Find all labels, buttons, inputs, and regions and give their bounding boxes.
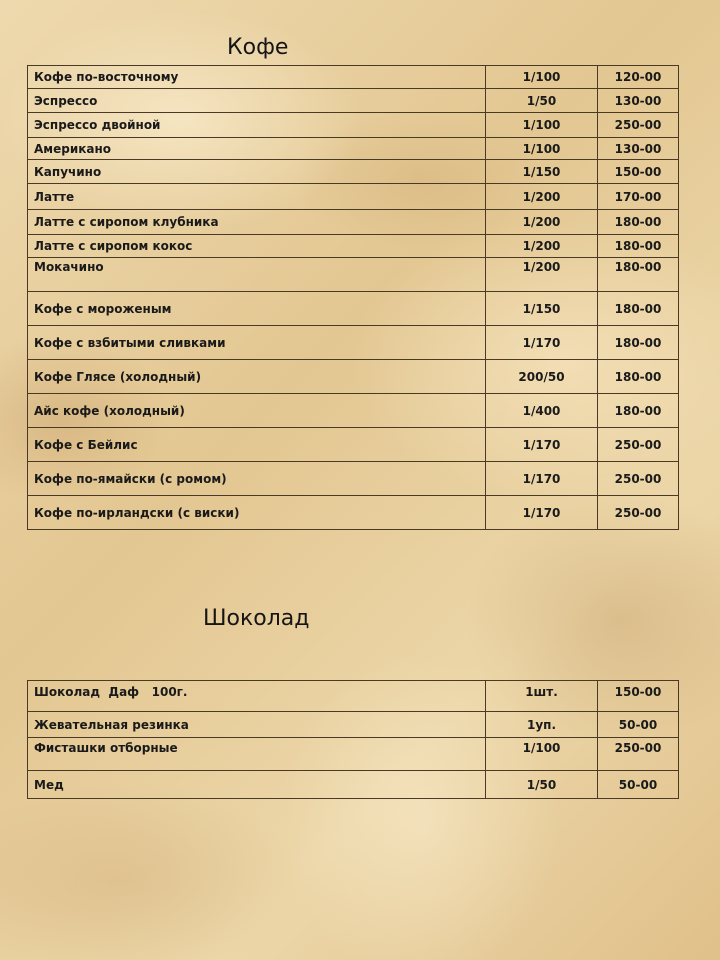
item-portion: 1/200 bbox=[486, 258, 598, 292]
table-row bbox=[28, 235, 679, 258]
item-name: Латте с сиропом кокос bbox=[28, 235, 486, 258]
item-portion: 1шт. bbox=[486, 681, 598, 712]
item-price: 180-00 bbox=[598, 258, 679, 292]
item-portion: 1/200 bbox=[486, 235, 598, 258]
table-row bbox=[28, 771, 679, 799]
item-portion: 200/50 bbox=[486, 360, 598, 394]
item-price: 250-00 bbox=[598, 113, 679, 138]
item-portion: 1/170 bbox=[486, 326, 598, 360]
item-price: 180-00 bbox=[598, 360, 679, 394]
table-row bbox=[28, 160, 679, 184]
item-portion: 1/200 bbox=[486, 184, 598, 210]
table-row bbox=[28, 360, 679, 394]
item-name: Шоколад Даф 100г. bbox=[28, 681, 486, 712]
item-portion: 1/170 bbox=[486, 496, 598, 530]
table-row bbox=[28, 738, 679, 771]
item-portion: 1уп. bbox=[486, 712, 598, 738]
table-row bbox=[28, 326, 679, 360]
item-portion: 1/100 bbox=[486, 138, 598, 160]
item-price: 50-00 bbox=[598, 771, 679, 799]
coffee-section-title: Кофе bbox=[227, 35, 289, 60]
item-price: 180-00 bbox=[598, 292, 679, 326]
table-row bbox=[28, 184, 679, 210]
item-price: 130-00 bbox=[598, 138, 679, 160]
table-row bbox=[28, 712, 679, 738]
item-portion: 1/400 bbox=[486, 394, 598, 428]
item-name: Мед bbox=[28, 771, 486, 799]
item-name: Кофе Глясе (холодный) bbox=[28, 360, 486, 394]
item-portion: 1/150 bbox=[486, 160, 598, 184]
item-price: 170-00 bbox=[598, 184, 679, 210]
item-price: 150-00 bbox=[598, 681, 679, 712]
table-row bbox=[28, 113, 679, 138]
item-price: 250-00 bbox=[598, 496, 679, 530]
item-portion: 1/170 bbox=[486, 428, 598, 462]
item-portion: 1/150 bbox=[486, 292, 598, 326]
item-price: 150-00 bbox=[598, 160, 679, 184]
item-portion: 1/100 bbox=[486, 738, 598, 771]
item-name: Айс кофе (холодный) bbox=[28, 394, 486, 428]
item-price: 180-00 bbox=[598, 210, 679, 235]
item-name: Латте с сиропом клубника bbox=[28, 210, 486, 235]
item-portion: 1/200 bbox=[486, 210, 598, 235]
item-portion: 1/100 bbox=[486, 113, 598, 138]
item-name: Кофе с мороженым bbox=[28, 292, 486, 326]
item-price: 180-00 bbox=[598, 326, 679, 360]
item-portion: 1/100 bbox=[486, 66, 598, 89]
item-portion: 1/50 bbox=[486, 771, 598, 799]
item-name: Эспрессо bbox=[28, 89, 486, 113]
table-row bbox=[28, 66, 679, 89]
table-row bbox=[28, 89, 679, 113]
item-price: 180-00 bbox=[598, 235, 679, 258]
item-name: Кофе с взбитыми сливками bbox=[28, 326, 486, 360]
table-row bbox=[28, 681, 679, 712]
item-portion: 1/170 bbox=[486, 462, 598, 496]
item-name: Американо bbox=[28, 138, 486, 160]
chocolate-section-title: Шоколад bbox=[203, 606, 310, 631]
table-row bbox=[28, 394, 679, 428]
item-price: 50-00 bbox=[598, 712, 679, 738]
table-row bbox=[28, 258, 679, 292]
coffee-menu-table bbox=[27, 65, 679, 530]
table-row bbox=[28, 496, 679, 530]
table-row bbox=[28, 428, 679, 462]
item-name: Фисташки отборные bbox=[28, 738, 486, 771]
chocolate-menu-table bbox=[27, 680, 679, 799]
item-price: 250-00 bbox=[598, 462, 679, 496]
item-name: Латте bbox=[28, 184, 486, 210]
item-price: 250-00 bbox=[598, 738, 679, 771]
item-name: Жевательная резинка bbox=[28, 712, 486, 738]
item-price: 120-00 bbox=[598, 66, 679, 89]
item-price: 180-00 bbox=[598, 394, 679, 428]
table-row bbox=[28, 462, 679, 496]
table-row bbox=[28, 138, 679, 160]
table-row bbox=[28, 210, 679, 235]
item-price: 130-00 bbox=[598, 89, 679, 113]
item-name: Кофе по-ирландски (с виски) bbox=[28, 496, 486, 530]
item-price: 250-00 bbox=[598, 428, 679, 462]
item-name: Эспрессо двойной bbox=[28, 113, 486, 138]
item-name: Кофе по-ямайски (с ромом) bbox=[28, 462, 486, 496]
item-name: Кофе с Бейлис bbox=[28, 428, 486, 462]
item-name: Мокачино bbox=[28, 258, 486, 292]
table-row bbox=[28, 292, 679, 326]
item-name: Капучино bbox=[28, 160, 486, 184]
item-name: Кофе по-восточному bbox=[28, 66, 486, 89]
item-portion: 1/50 bbox=[486, 89, 598, 113]
